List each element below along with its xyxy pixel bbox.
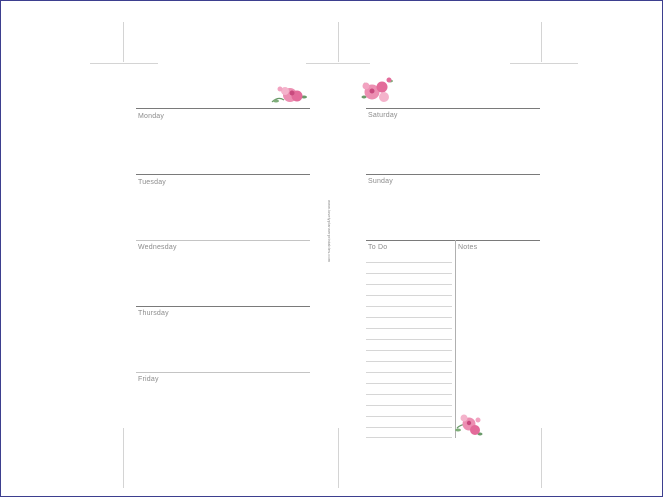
day-label-sunday: Sunday (368, 178, 393, 185)
crop-mark (306, 63, 370, 64)
crop-mark (338, 428, 339, 488)
thursday-rule (136, 306, 310, 307)
todo-line (366, 306, 452, 307)
spine-text: www.lovelyplannerprintables.com (327, 200, 332, 263)
crop-mark (541, 428, 542, 488)
friday-rule (136, 372, 310, 373)
todo-line (366, 372, 452, 373)
todo-notes-rule (366, 240, 540, 241)
crop-mark (90, 63, 158, 64)
pink-flower-icon (356, 73, 400, 107)
day-label-wednesday: Wednesday (138, 244, 177, 251)
crop-mark (123, 428, 124, 488)
todo-line (366, 383, 452, 384)
todo-line (366, 284, 452, 285)
todo-line (366, 273, 452, 274)
day-label-saturday: Saturday (368, 112, 398, 119)
day-label-thursday: Thursday (138, 310, 169, 317)
todo-line (366, 416, 452, 417)
day-label-friday: Friday (138, 376, 159, 383)
todo-line (366, 339, 452, 340)
todo-label: To Do (368, 244, 388, 251)
crop-mark (510, 63, 578, 64)
crop-mark (338, 22, 339, 62)
day-label-monday: Monday (138, 113, 165, 120)
todo-line (366, 437, 452, 438)
pink-flower-icon (268, 82, 310, 108)
wednesday-rule (136, 240, 310, 241)
crop-mark (541, 22, 542, 62)
todo-line (366, 350, 452, 351)
crop-mark (123, 22, 124, 62)
todo-line (366, 394, 452, 395)
todo-line (366, 295, 452, 296)
pink-flower-icon (452, 408, 486, 440)
todo-line (366, 317, 452, 318)
day-label-tuesday: Tuesday (138, 179, 166, 186)
todo-line (366, 328, 452, 329)
sunday-rule (366, 174, 540, 175)
todo-line (366, 405, 452, 406)
monday-rule (136, 108, 310, 109)
todo-line (366, 262, 452, 263)
tuesday-rule (136, 174, 310, 175)
todo-line (366, 427, 452, 428)
saturday-rule (366, 108, 540, 109)
todo-line (366, 361, 452, 362)
notes-label: Notes (458, 244, 478, 251)
